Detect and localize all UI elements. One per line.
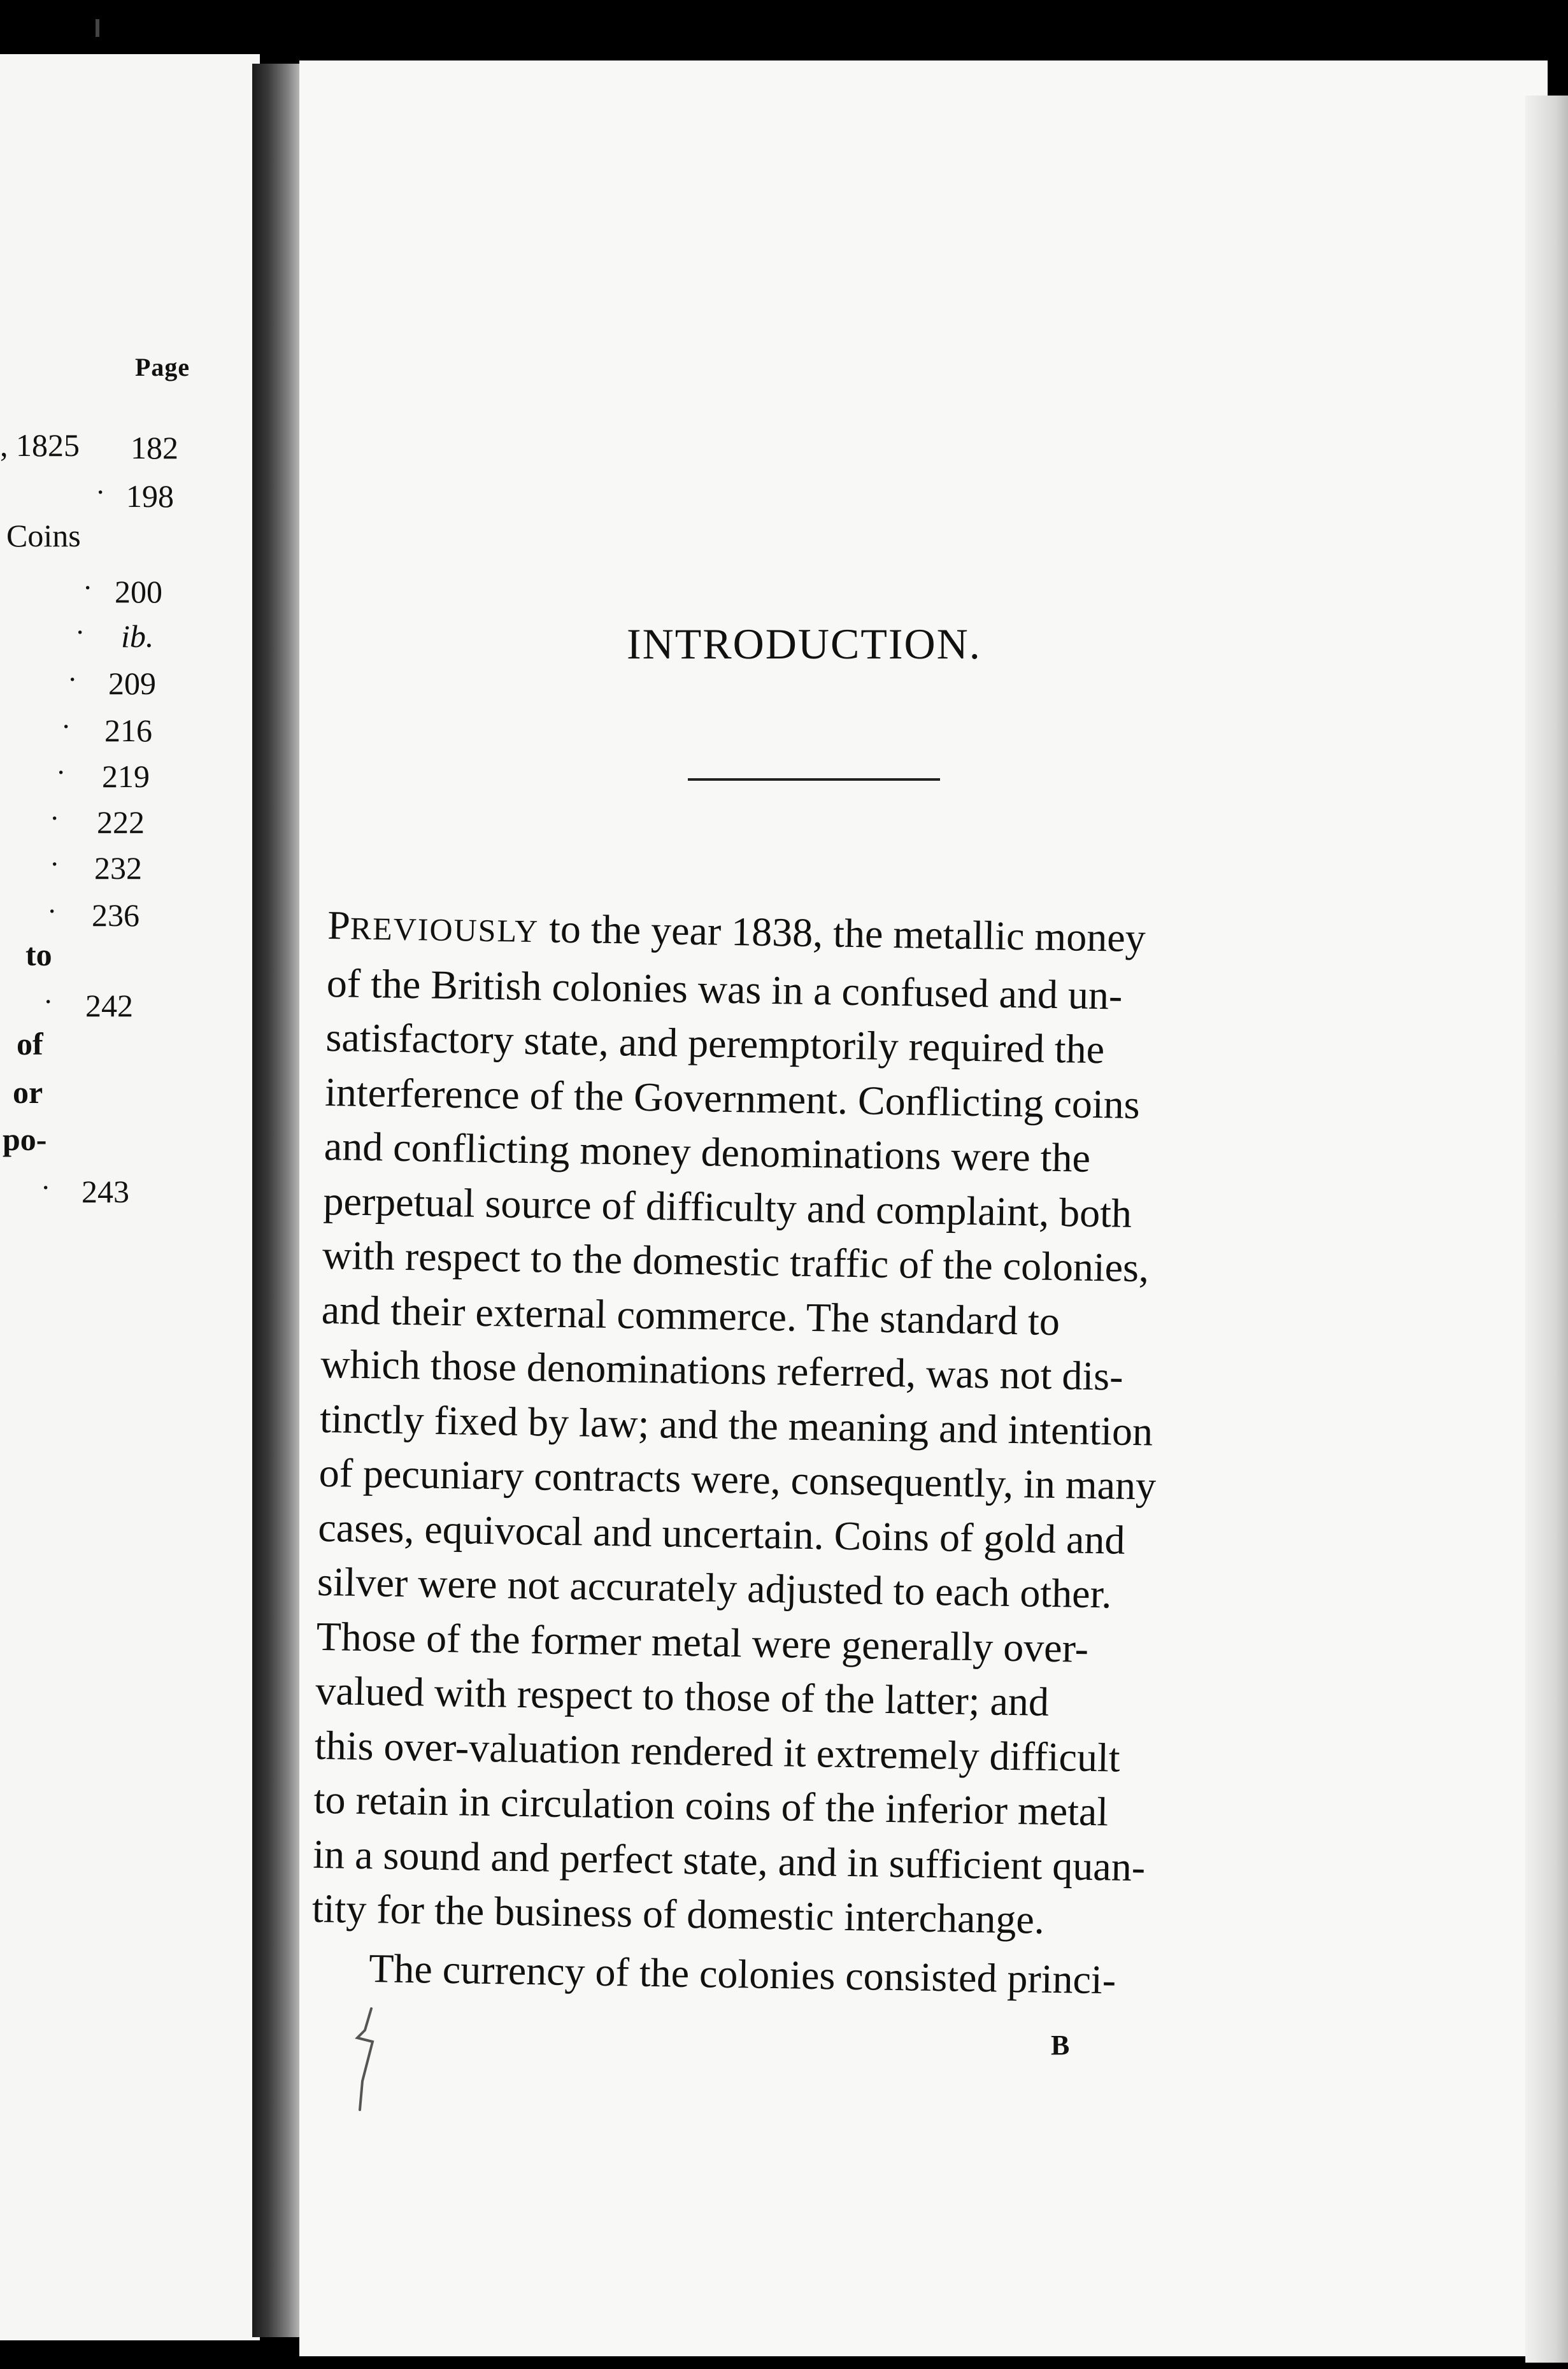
text-line: cases, equivocal and uncertain. Coins of gold and (317, 1504, 1126, 1563)
text-line: of the British colonies was in a confused and un- (326, 960, 1123, 1018)
first-line-rest: to the year 1838, the metallic money (538, 906, 1146, 961)
toc-entry-page: 209 (108, 665, 156, 701)
text-line: tinctly fixed by law; and the meaning and intention (319, 1395, 1153, 1454)
toc-entry-page: 182 (131, 430, 178, 466)
signature-mark: B (1051, 2030, 1070, 2061)
toc-leader-dot: · (68, 663, 78, 695)
toc-entry-page: 222 (97, 804, 145, 840)
text-line: to retain in circulation coins of the inferior metal (313, 1776, 1109, 1835)
title-rule (688, 778, 940, 781)
toc-leader-dot: · (43, 985, 53, 1018)
previous-page (0, 54, 260, 2340)
toc-leader-dot: · (56, 756, 66, 788)
drop-initial: P (327, 902, 351, 948)
toc-leader-dot: · (41, 1171, 51, 1204)
text-line: and their external commerce. The standard to (321, 1286, 1060, 1344)
chapter-title: INTRODUCTION. (627, 620, 981, 668)
toc-entry-text: Coins (6, 518, 81, 553)
toc-entry-page: 232 (94, 850, 142, 886)
toc-entry-page: 219 (102, 758, 150, 794)
toc-entry-page: 243 (82, 1174, 129, 1209)
text-line: tity for the business of domestic interchange. (311, 1885, 1045, 1942)
toc-entry-text: to (25, 937, 52, 972)
toc-entry-page: ib. (121, 618, 154, 654)
paragraph-1 (311, 898, 1267, 1950)
text-line: with respect to the domestic traffic of the colonies, (322, 1232, 1150, 1291)
toc-leader-dot: · (47, 895, 57, 927)
text-line: Those of the former metal were generally over- (316, 1613, 1089, 1671)
toc-entry-page: 216 (104, 713, 152, 748)
toc-entry-page: 236 (92, 897, 139, 933)
toc-leader-dot: · (96, 476, 106, 508)
text-line: and conflicting money denominations were the (324, 1123, 1091, 1181)
pencil-annotation-mark (353, 2005, 379, 2113)
text-line: interference of the Government. Conflicting coins (324, 1069, 1141, 1127)
small-caps-word: REVIOUSLY (350, 910, 539, 950)
toc-leader-dot: · (83, 571, 93, 604)
text-line: which those denominations referred, was not dis- (320, 1341, 1124, 1399)
toc-leader-dot: · (50, 802, 60, 834)
text-line: silver were not accurately adjusted to each other. (317, 1558, 1113, 1617)
toc-entry-page: 200 (115, 574, 162, 609)
text-line: The currency of the colonies consisted princi- (368, 1945, 1116, 2003)
toc-page-column-heading: Page (135, 353, 190, 381)
text-line: satisfactory state, and peremptorily required the (325, 1014, 1105, 1072)
scan-edge-mark (96, 19, 99, 37)
toc-leader-dot: · (50, 848, 60, 880)
text-line: perpetual source of difficulty and complaint, both (322, 1177, 1132, 1236)
toc-leader-dot: · (75, 616, 85, 648)
text-line: valued with respect to those of the latter; and (315, 1667, 1050, 1725)
toc-entry-page: 198 (126, 478, 174, 514)
toc-entry-page: 242 (85, 988, 133, 1023)
toc-entry-text: or (13, 1074, 43, 1110)
toc-entry-text: po- (3, 1121, 47, 1157)
text-line: of pecuniary contracts were, consequently, in many (318, 1449, 1157, 1509)
toc-entry-text: , 1825 (0, 427, 80, 463)
text-line: this over-valuation rendered it extremely difficult (314, 1722, 1121, 1781)
toc-entry-text: of (17, 1026, 43, 1062)
toc-leader-dot: · (61, 710, 71, 743)
text-line: in a sound and perfect state, and in sufficient quan- (312, 1831, 1146, 1889)
page-edge (1525, 96, 1568, 2363)
